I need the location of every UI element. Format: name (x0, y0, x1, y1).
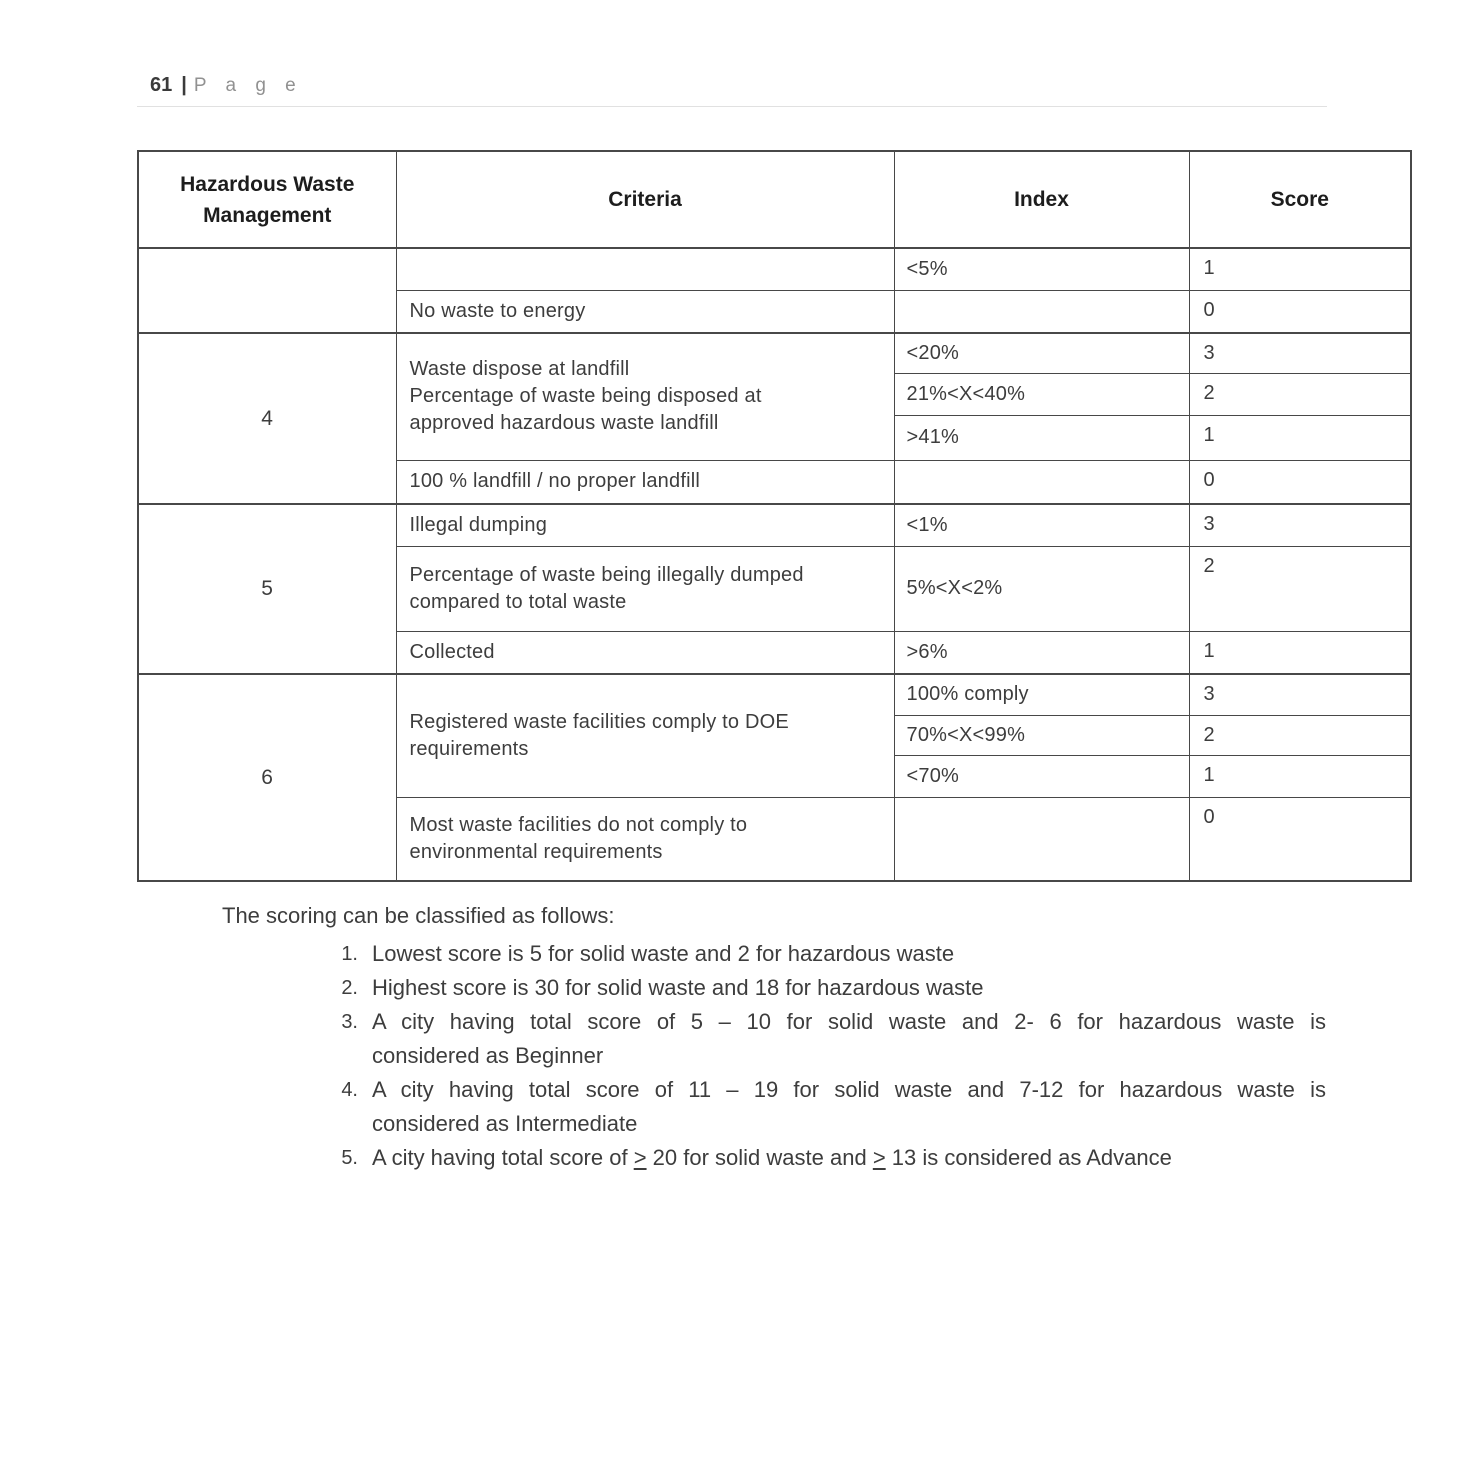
score-cell: 0 (1189, 460, 1411, 504)
index-cell: <20% (894, 333, 1189, 373)
list-item-text (372, 1141, 1326, 1175)
list-item (222, 971, 1326, 1005)
list-item-number: 5. (341, 1147, 358, 1169)
score-cell: 2 (1189, 546, 1411, 631)
list-item-number: 3. (341, 1011, 358, 1033)
list-item (222, 1141, 1326, 1175)
index-cell: 5%<X<2% (894, 546, 1189, 631)
list-item-text (372, 971, 1326, 1005)
list-item-number: 2. (341, 977, 358, 999)
list-item-number: 4. (341, 1079, 358, 1101)
criteria-line: compared to total waste (409, 590, 627, 613)
table-row (138, 333, 1411, 373)
list-item-line: A city having total score of 11 – 19 for solid waste and 7-12 for hazardous waste is (372, 1077, 1326, 1102)
col-header-index: Index (894, 151, 1189, 248)
criteria-line: Waste dispose at landfill (409, 358, 630, 381)
score-cell: 3 (1189, 674, 1411, 715)
list-item-line: A city having total score of 5 – 10 for solid waste and 2- 6 for hazardous waste is (372, 1009, 1326, 1034)
notes-intro: The scoring can be classified as follows: (222, 903, 615, 928)
criteria-cell (396, 797, 894, 881)
criteria-cell: Collected (396, 631, 894, 674)
criteria-line: Percentage of waste being disposed at (409, 385, 762, 408)
section-number-cell: 4 (138, 333, 396, 504)
list-item-text (372, 937, 1326, 971)
index-cell: >41% (894, 415, 1189, 460)
criteria-line: environmental requirements (409, 840, 663, 863)
score-cell: 2 (1189, 373, 1411, 415)
page-header-label: P a g e (193, 75, 303, 96)
criteria-line: Most waste facilities do not comply to (409, 813, 748, 836)
score-cell: 1 (1189, 248, 1411, 290)
index-cell (894, 290, 1189, 333)
score-cell: 2 (1189, 715, 1411, 755)
list-item-line: Highest score is 30 for solid waste and 18 for hazardous waste (372, 975, 984, 1000)
criteria-cell: Illegal dumping (396, 504, 894, 546)
list-item-number: 1. (341, 943, 358, 965)
list-item-line: considered as Intermediate (372, 1111, 638, 1136)
list-item (222, 1073, 1326, 1141)
score-cell: 0 (1189, 797, 1411, 881)
criteria-cell: No waste to energy (396, 290, 894, 333)
page-header (150, 74, 303, 97)
list-item-line: A city having total score of > 20 for solid waste and > 13 is considered as Advance (372, 1145, 1172, 1170)
index-cell: <70% (894, 755, 1189, 797)
index-cell: >6% (894, 631, 1189, 674)
criteria-cell (396, 674, 894, 797)
index-cell (894, 797, 1189, 881)
table-row (138, 248, 1411, 290)
criteria-line: requirements (409, 737, 529, 760)
list-item (222, 1005, 1326, 1073)
hazardous-waste-scoring-table (137, 150, 1412, 882)
col-header-criteria: Criteria (396, 151, 894, 248)
table-header-row (138, 151, 1411, 248)
col-header-category: Hazardous Waste Management (138, 151, 396, 248)
index-cell: <1% (894, 504, 1189, 546)
page-number: 61 (150, 74, 173, 96)
score-cell: 0 (1189, 290, 1411, 333)
table-row (138, 674, 1411, 715)
criteria-cell (396, 248, 894, 290)
list-item-line: Lowest score is 5 for solid waste and 2 for hazardous waste (372, 941, 955, 966)
scoring-notes (222, 899, 1326, 1175)
page-header-rule (137, 106, 1327, 107)
section-number-cell: 6 (138, 674, 396, 881)
score-cell: 1 (1189, 755, 1411, 797)
criteria-line: Registered waste facilities comply to DOE (409, 710, 789, 733)
list-item-line: considered as Beginner (372, 1043, 604, 1068)
index-cell: 21%<X<40% (894, 373, 1189, 415)
index-cell: 70%<X<99% (894, 715, 1189, 755)
score-cell: 1 (1189, 415, 1411, 460)
list-item (222, 937, 1326, 971)
criteria-cell: 100 % landfill / no proper landfill (396, 460, 894, 504)
criteria-cell (396, 333, 894, 460)
criteria-line: approved hazardous waste landfill (409, 412, 719, 435)
criteria-cell (396, 546, 894, 631)
list-item-text (372, 1073, 1326, 1141)
table-row (138, 504, 1411, 546)
page-header-separator: | (181, 74, 187, 96)
section-number-cell (138, 248, 396, 333)
score-cell: 3 (1189, 504, 1411, 546)
score-cell: 1 (1189, 631, 1411, 674)
score-cell: 3 (1189, 333, 1411, 373)
notes-list (222, 937, 1326, 1175)
index-cell: 100% comply (894, 674, 1189, 715)
col-header-score: Score (1189, 151, 1411, 248)
index-cell (894, 460, 1189, 504)
section-number-cell: 5 (138, 504, 396, 674)
index-cell: <5% (894, 248, 1189, 290)
criteria-line: Percentage of waste being illegally dumped (409, 563, 804, 586)
list-item-text (372, 1005, 1326, 1073)
